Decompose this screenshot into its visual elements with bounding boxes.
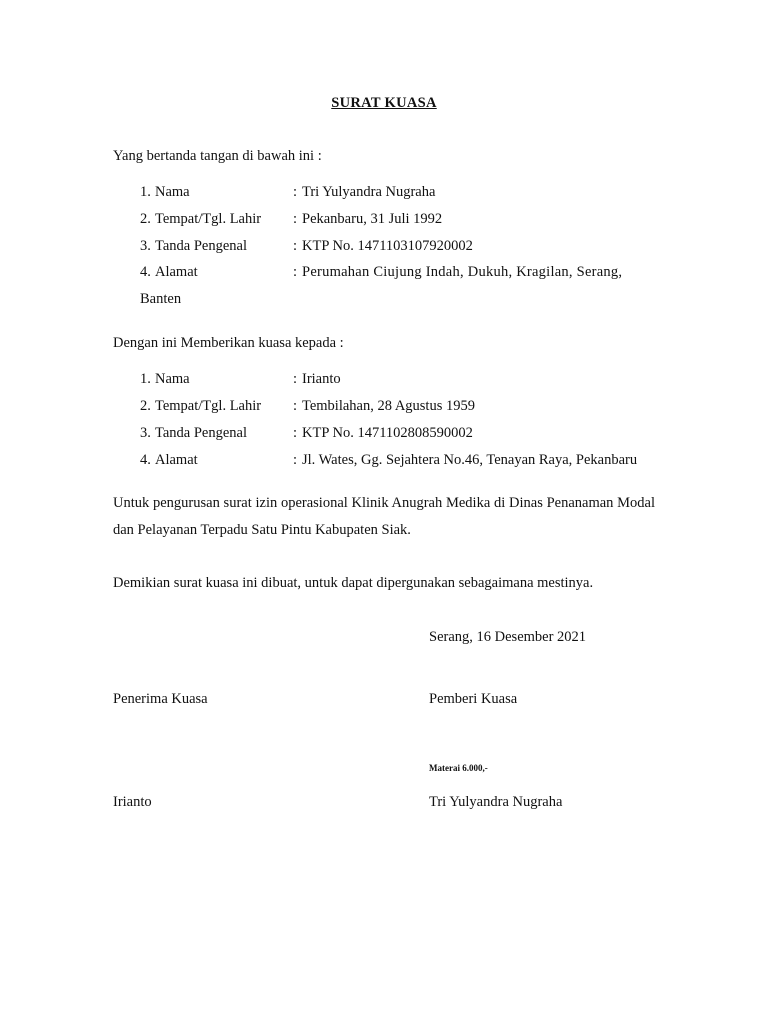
receiver-address-label: Alamat bbox=[155, 452, 198, 468]
giver-colon: : bbox=[293, 264, 298, 280]
receiver-name-value: Irianto bbox=[302, 371, 341, 387]
giver-item-number: 2. bbox=[140, 211, 151, 227]
purpose-paragraph: Untuk pengurusan surat izin operasional Klinik Anugrah Medika di Dinas Penanaman Modal dan Pelayanan Terpadu Satu Pintu Kabupaten Siak. bbox=[113, 495, 655, 538]
giver-item-number: 4. bbox=[140, 264, 151, 280]
receiver-role-label: Penerima Kuasa bbox=[113, 691, 208, 707]
receiver-birth-value: Tembilahan, 28 Agustus 1959 bbox=[302, 398, 475, 414]
place-date: Serang, 16 Desember 2021 bbox=[429, 629, 587, 645]
receiver-colon: : bbox=[293, 371, 298, 387]
receiver-colon: : bbox=[293, 452, 298, 468]
giver-address-value: Perumahan Ciujung Indah, Dukuh, Kragilan, Serang, bbox=[302, 264, 623, 280]
receiver-item-number: 1. bbox=[140, 371, 151, 387]
giver-address-continued: Banten bbox=[140, 291, 182, 307]
receiver-name-label: Nama bbox=[155, 371, 190, 387]
giver-name-value: Tri Yulyandra Nugraha bbox=[302, 184, 436, 200]
receiver-item-number: 3. bbox=[140, 425, 151, 441]
giver-colon: : bbox=[293, 211, 298, 227]
giver-id-label: Tanda Pengenal bbox=[155, 238, 247, 254]
giver-colon: : bbox=[293, 184, 298, 200]
receiver-item-number: 2. bbox=[140, 398, 151, 414]
giver-item-number: 3. bbox=[140, 238, 151, 254]
giver-signature-name: Tri Yulyandra Nugraha bbox=[429, 794, 563, 810]
document-title: SURAT KUASA bbox=[331, 95, 437, 111]
materai-stamp-label: Materai 6.000,- bbox=[429, 763, 488, 773]
giver-item-number: 1. bbox=[140, 184, 151, 200]
receiver-signature-name: Irianto bbox=[113, 794, 152, 810]
giver-id-value: KTP No. 1471103107920002 bbox=[302, 238, 473, 254]
giver-name-label: Nama bbox=[155, 184, 190, 200]
receiver-item-number: 4. bbox=[140, 452, 151, 468]
receiver-id-label: Tanda Pengenal bbox=[155, 425, 247, 441]
grant-intro-text: Dengan ini Memberikan kuasa kepada : bbox=[113, 335, 344, 351]
giver-birth-label: Tempat/Tgl. Lahir bbox=[155, 211, 262, 227]
receiver-id-value: KTP No. 1471102808590002 bbox=[302, 425, 473, 441]
giver-role-label: Pemberi Kuasa bbox=[429, 691, 518, 707]
receiver-colon: : bbox=[293, 425, 298, 441]
closing-text: Demikian surat kuasa ini dibuat, untuk dapat dipergunakan sebagaimana mestinya. bbox=[113, 575, 594, 591]
receiver-colon: : bbox=[293, 398, 298, 414]
giver-colon: : bbox=[293, 238, 298, 254]
receiver-birth-label: Tempat/Tgl. Lahir bbox=[155, 398, 262, 414]
giver-address-label: Alamat bbox=[155, 264, 198, 280]
intro-text: Yang bertanda tangan di bawah ini : bbox=[113, 148, 322, 164]
receiver-address-value: Jl. Wates, Gg. Sejahtera No.46, Tenayan Raya, Pekanbaru bbox=[302, 452, 638, 468]
giver-birth-value: Pekanbaru, 31 Juli 1992 bbox=[302, 211, 443, 227]
